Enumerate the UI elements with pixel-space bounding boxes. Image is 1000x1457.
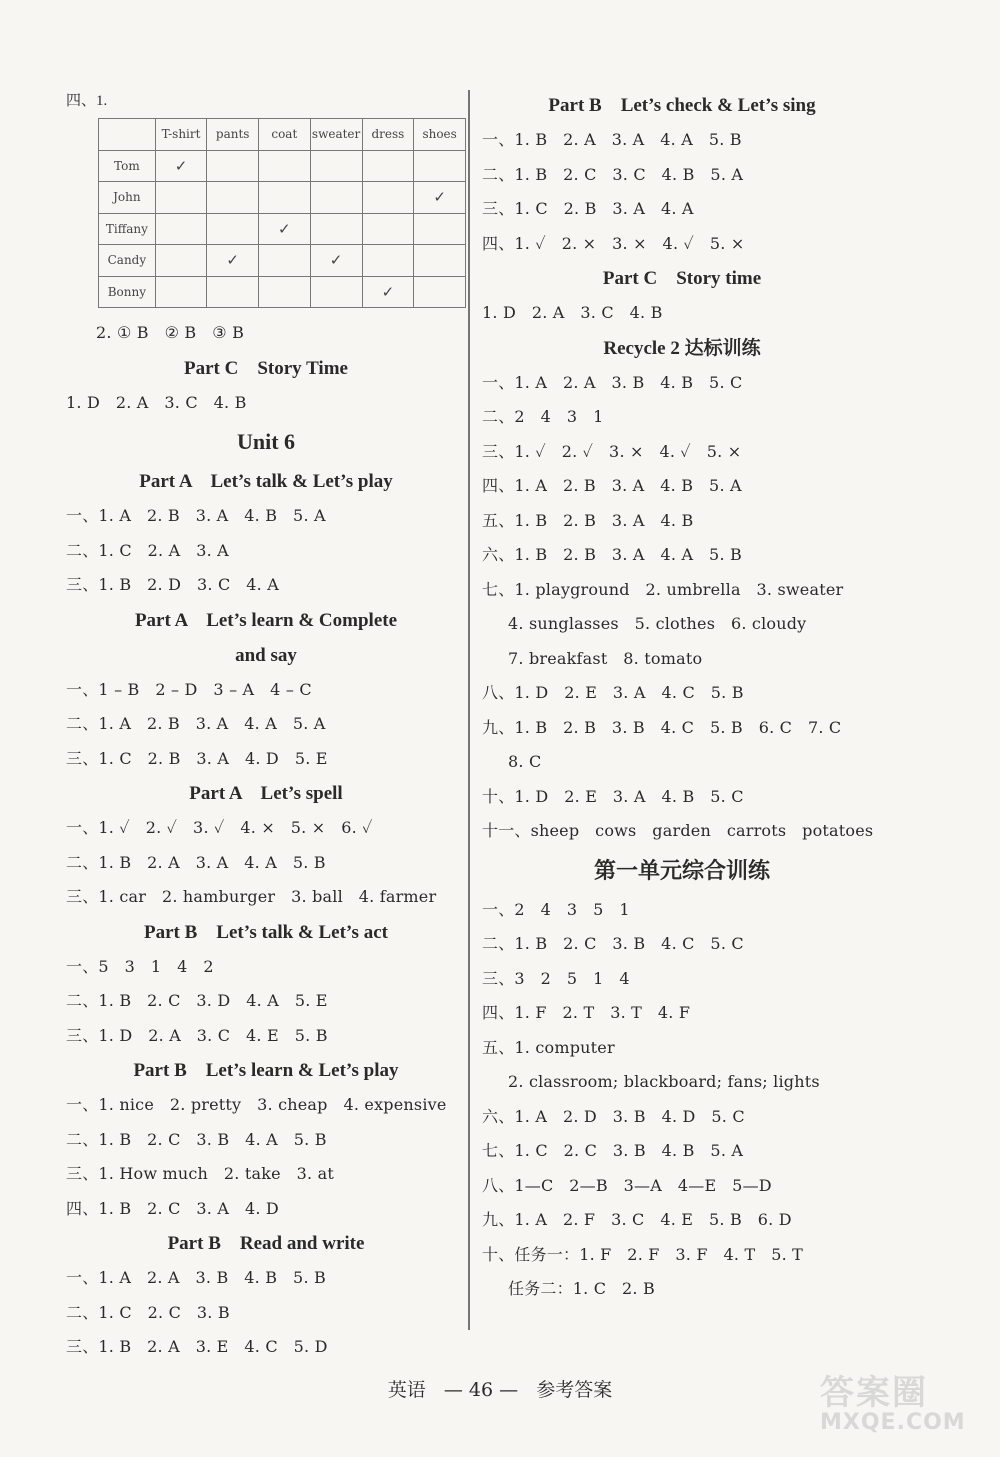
unit-heading: 第一单元综合训练 <box>593 857 770 883</box>
table-row <box>99 276 466 308</box>
answer-line: 二、1. B 2. C 3. B 4. C 5. C <box>482 934 744 953</box>
table-cell <box>362 213 414 245</box>
answer-line: 二、1. B 2. A 3. A 4. A 5. B <box>66 852 326 872</box>
table-header: dress <box>362 119 414 151</box>
section-heading: Part A Let’s talk & Let’s play <box>139 471 393 492</box>
answer-line: 七、1. C 2. C 3. B 4. B 5. A <box>482 1141 744 1160</box>
watermark-logo <box>820 1365 990 1445</box>
answer-line: 二、2 4 3 1 <box>482 407 604 426</box>
table-cell: ✓ <box>259 213 311 245</box>
table-cell: ✓ <box>310 245 362 277</box>
answer-line: 五、1. computer <box>482 1037 615 1057</box>
column-divider <box>468 90 470 1330</box>
section-label: 四、1. <box>66 93 108 109</box>
answer-line: 三、1. C 2. B 3. A 4. D 5. E <box>66 748 328 768</box>
right-blocks <box>482 88 882 1307</box>
section-heading: Part C Story Time <box>184 357 348 379</box>
answer-line: 一、1. A 2. B 3. A 4. B 5. A <box>66 506 326 525</box>
right-column <box>482 88 882 1307</box>
answer-line: 十、任务一：1. F 2. F 3. F 4. T 5. T <box>482 1244 804 1264</box>
answer-line: 二、1. A 2. B 3. A 4. A 5. A <box>66 714 326 733</box>
table-cell <box>155 276 207 308</box>
table-row <box>99 245 466 277</box>
answer-line: 七、1. playground 2. umbrella 3. sweater <box>482 579 844 599</box>
answer-line: 二、1. B 2. C 3. C 4. B 5. A <box>482 164 744 184</box>
answer-line: 一、5 3 1 4 2 <box>66 956 214 976</box>
answer-line: 五、1. B 2. B 3. A 4. B <box>482 510 694 530</box>
table-cell <box>207 276 259 308</box>
answer-line: 4. sunglasses 5. clothes 6. cloudy <box>508 614 807 633</box>
table-cell <box>414 150 466 182</box>
table-header: sweater <box>310 119 362 151</box>
answer-line: 六、1. B 2. B 3. A 4. A 5. B <box>482 545 742 564</box>
answer-line: 三、3 2 5 1 4 <box>482 968 630 988</box>
row-name: Tiffany <box>99 213 156 245</box>
table-cell <box>207 182 259 214</box>
page-footer: 英语 — 46 — 参考答案 <box>387 1379 613 1401</box>
clothing-table <box>98 118 466 308</box>
answer-line: 二、1. B 2. C 3. B 4. A 5. B <box>66 1129 327 1149</box>
answer-line: 1. D 2. A 3. C 4. B <box>66 392 247 412</box>
answer-line: 四、1. ✓ 2. × 3. × 4. ✓ 5. × <box>482 233 745 253</box>
answer-line: 一、1 – B 2 – D 3 – A 4 – C <box>66 679 312 699</box>
table-cell <box>310 213 362 245</box>
table-cell <box>259 150 311 182</box>
table-cell <box>259 276 311 308</box>
table-header: shoes <box>414 119 466 151</box>
answer-line: 三、1. C 2. B 3. A 4. A <box>482 199 694 218</box>
answer-line: 2. classroom; blackboard; fans; lights <box>508 1072 820 1091</box>
table-cell <box>362 150 414 182</box>
table-header: T-shirt <box>155 119 207 151</box>
section-heading: Recycle 2 达标训练 <box>603 337 761 359</box>
answer-line: 一、1. ✓ 2. ✓ 3. ✓ 4. × 5. × 6. ✓ <box>66 818 373 837</box>
section-heading: Part A Let’s learn & Complete <box>134 609 398 631</box>
answer-line: 八、1. D 2. E 3. A 4. C 5. B <box>482 683 744 702</box>
row-name: Bonny <box>99 276 156 308</box>
section-heading: Part B Read and write <box>167 1233 365 1254</box>
answer-line: 六、1. A 2. D 3. B 4. D 5. C <box>482 1106 745 1126</box>
table-cell <box>310 276 362 308</box>
answer-line: 二、1. B 2. C 3. D 4. A 5. E <box>66 991 328 1010</box>
table-cell <box>362 245 414 277</box>
table-cell: ✓ <box>155 150 207 182</box>
table-header: coat <box>259 119 311 151</box>
row-name: Candy <box>99 245 156 277</box>
answer-line: 三、1. B 2. A 3. E 4. C 5. D <box>66 1337 328 1356</box>
left-column <box>66 88 466 1365</box>
answer-line: 任务二：1. C 2. B <box>508 1279 655 1298</box>
table-cell: ✓ <box>362 276 414 308</box>
answer-line: 十一、sheep cows garden carrots potatoes <box>482 821 874 840</box>
answer-line: 四、1. B 2. C 3. A 4. D <box>66 1198 279 1218</box>
row-name: Tom <box>99 150 156 182</box>
answer-line: 一、2 4 3 5 1 <box>482 899 630 919</box>
section-heading: Part A Let’s spell <box>189 783 343 804</box>
table-cell: ✓ <box>207 245 259 277</box>
answer-line: 一、1. A 2. A 3. B 4. B 5. C <box>482 372 743 392</box>
table-cell <box>362 182 414 214</box>
answer-line: 一、1. nice 2. pretty 3. cheap 4. expensive <box>66 1095 447 1114</box>
answer-line: 一、1. A 2. A 3. B 4. B 5. B <box>66 1268 326 1287</box>
table-cell: ✓ <box>414 182 466 214</box>
left-blocks <box>66 351 466 1365</box>
watermark-url: MXQE.COM <box>820 1410 966 1435</box>
answer-line: 三、1. car 2. hamburger 3. ball 4. farmer <box>66 887 437 906</box>
watermark-title: 答案圈 <box>820 1373 928 1413</box>
answer-line: 7. breakfast 8. tomato <box>508 648 703 668</box>
table-row <box>99 182 466 214</box>
table-body <box>99 150 466 308</box>
table-cell <box>155 182 207 214</box>
section-heading: Part B Let’s talk & Let’s act <box>144 921 388 943</box>
table-cell <box>259 182 311 214</box>
table-row <box>99 213 466 245</box>
answer-line: 1. D 2. A 3. C 4. B <box>482 303 663 322</box>
table-cell <box>259 245 311 277</box>
answer-line: 一、1. B 2. A 3. A 4. A 5. B <box>482 130 742 149</box>
answer-line: 8. C <box>508 752 542 771</box>
after-table-answers: 2. ① B ② B ③ B <box>96 323 245 342</box>
table-cell <box>414 276 466 308</box>
table-cell <box>155 245 207 277</box>
table-cell <box>310 150 362 182</box>
table-cell <box>310 182 362 214</box>
answer-line: 三、1. D 2. A 3. C 4. E 5. B <box>66 1025 328 1045</box>
answer-line: 三、1. B 2. D 3. C 4. A <box>66 575 279 594</box>
table-cell <box>414 213 466 245</box>
table-row <box>99 150 466 182</box>
section-heading: Part B Let’s learn & Let’s play <box>133 1060 399 1081</box>
answer-line: 二、1. C 2. A 3. A <box>66 540 229 560</box>
unit-heading: Unit 6 <box>236 429 296 454</box>
row-name: John <box>99 182 156 214</box>
section-heading: and say <box>235 644 297 666</box>
table-cell <box>207 213 259 245</box>
answer-line: 二、1. C 2. C 3. B <box>66 1302 230 1322</box>
section-heading: Part B Let’s check & Let’s sing <box>548 95 816 116</box>
section-heading: Part C Story time <box>602 268 762 289</box>
table-header: pants <box>207 119 259 151</box>
answer-line: 十、1. D 2. E 3. A 4. B 5. C <box>482 786 744 806</box>
table-cell <box>414 245 466 277</box>
table-cell <box>155 213 207 245</box>
answer-line: 九、1. B 2. B 3. B 4. C 5. B 6. C 7. C <box>482 717 842 737</box>
answer-line: 四、1. A 2. B 3. A 4. B 5. A <box>482 476 742 495</box>
answer-line: 三、1. ✓ 2. ✓ 3. × 4. ✓ 5. × <box>482 441 742 461</box>
answer-line: 八、1—C 2—B 3—A 4—E 5—D <box>482 1175 772 1195</box>
table-corner <box>99 119 156 151</box>
answer-line: 三、1. How much 2. take 3. at <box>66 1164 334 1183</box>
answer-line: 四、1. F 2. T 3. T 4. F <box>482 1003 691 1022</box>
answer-line: 九、1. A 2. F 3. C 4. E 5. B 6. D <box>482 1210 792 1229</box>
table-cell <box>207 150 259 182</box>
